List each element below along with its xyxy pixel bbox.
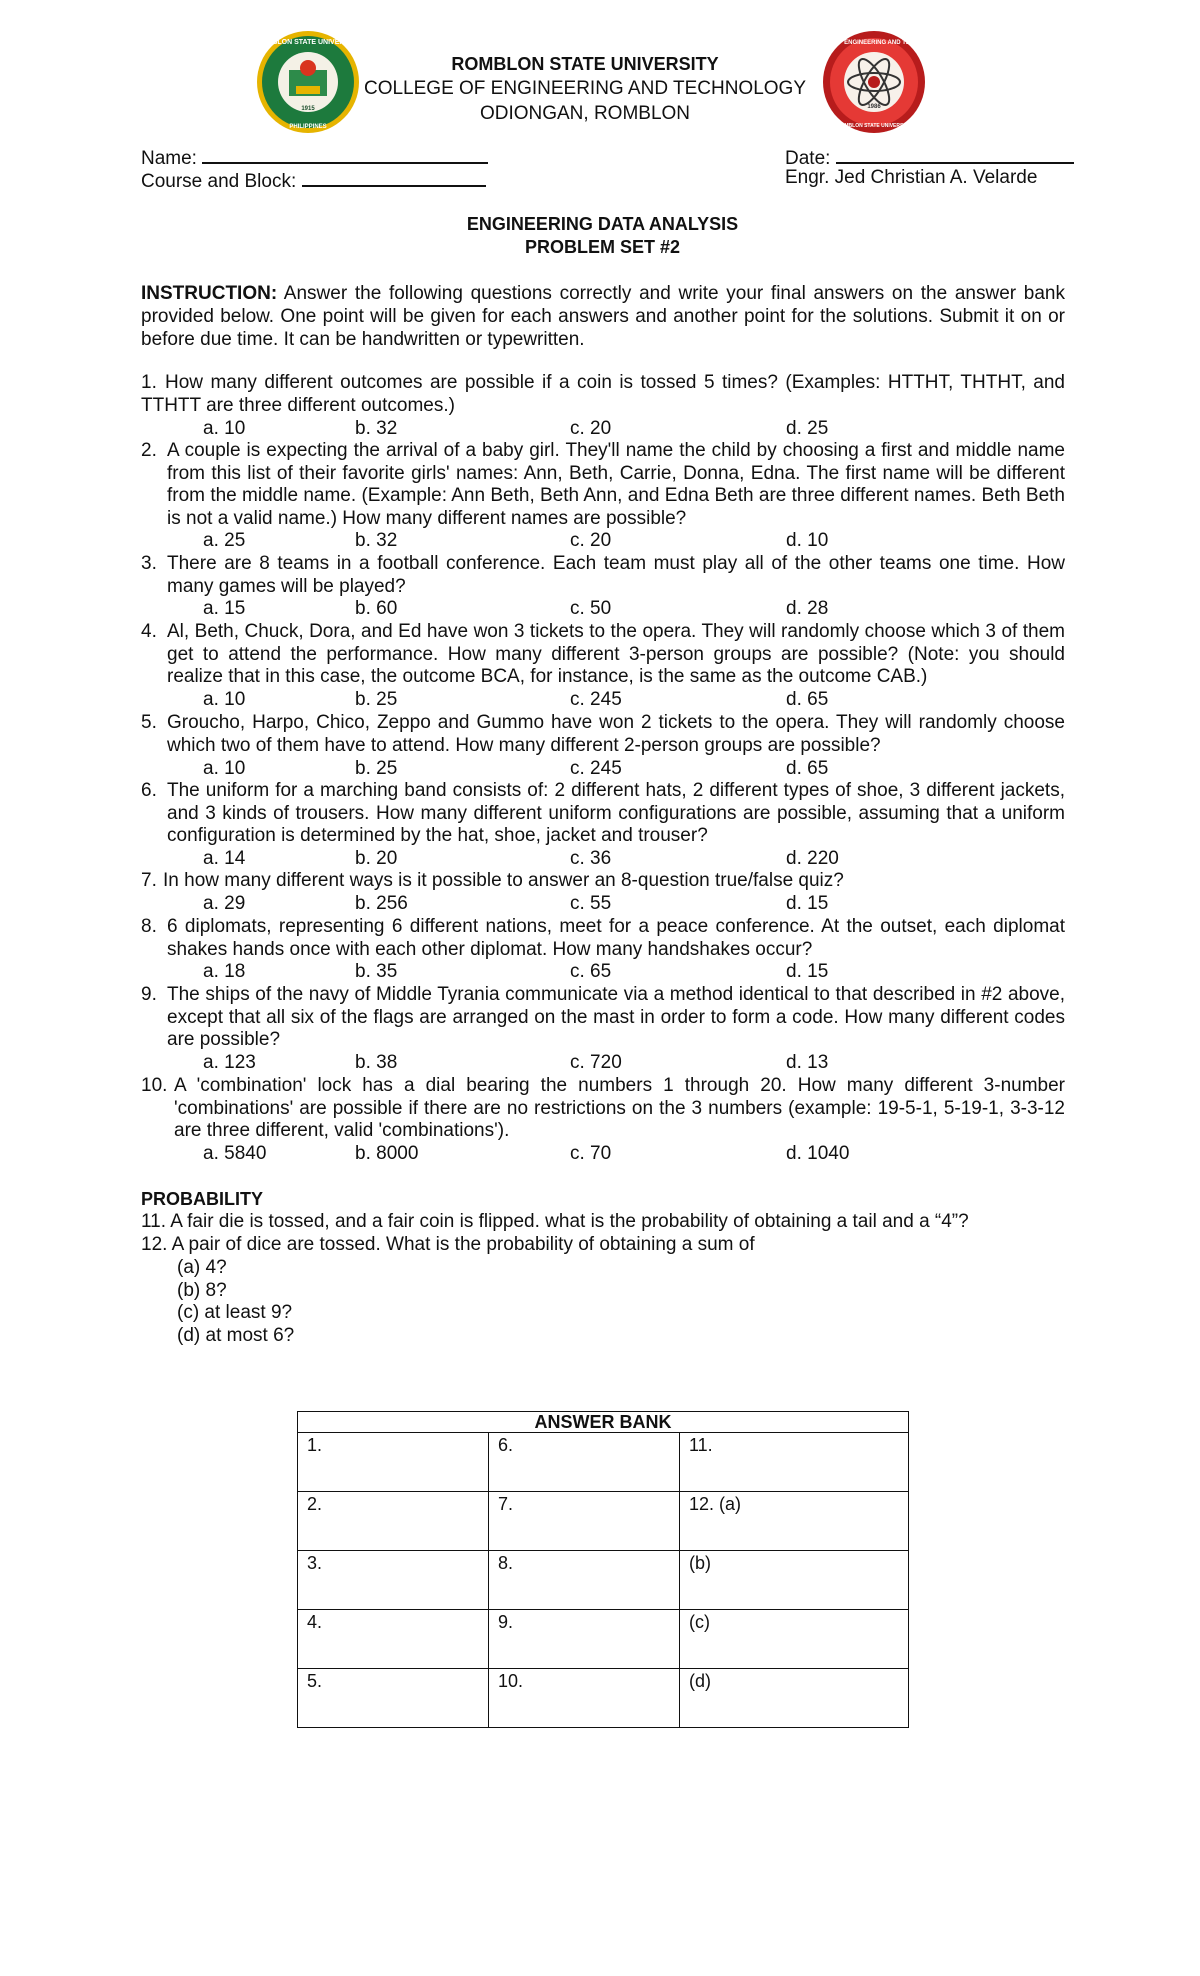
choice-c[interactable]: c. 245 (570, 758, 622, 779)
choice-d[interactable]: d. 1040 (786, 1143, 850, 1164)
choice-c[interactable]: c. 65 (570, 961, 612, 982)
choices-2 (141, 530, 1065, 553)
answer-cell[interactable]: (c) (680, 1610, 909, 1669)
question-number: 10. (141, 1075, 168, 1096)
answer-cell[interactable]: 2. (298, 1492, 489, 1551)
course-title: ENGINEERING DATA ANALYSIS (466, 214, 739, 234)
question-text: There are 8 teams in a football conference. Each team must play all of the other teams one time. How many games will be played? (167, 553, 1065, 597)
choices-10 (141, 1143, 1065, 1166)
table-row (298, 1551, 909, 1610)
question-11: 11. A fair die is tossed, and a fair coin is flipped. what is the probability of obtaining a tail and a “4”? (141, 1211, 969, 1232)
question-12-part-d: (d) at most 6? (177, 1325, 295, 1346)
choice-a[interactable]: a. 10 (203, 418, 246, 439)
question-text: Groucho, Harpo, Chico, Zeppo and Gummo have won 2 tickets to the opera. They will randomly choose which two of them have to attend. How many different 2-person groups are possible? (167, 712, 1065, 756)
date-blank[interactable] (836, 144, 1074, 164)
question-text: In how many different ways is it possible to answer an 8-question true/false quiz? (163, 870, 844, 891)
svg-text:ROMBLON STATE UNIVERSITY: ROMBLON STATE UNIVERSITY (836, 123, 912, 129)
college-seal-logo (803, 30, 945, 134)
choice-d[interactable]: d. 65 (786, 758, 829, 779)
choice-b[interactable]: b. 60 (355, 598, 398, 619)
table-row (298, 1669, 909, 1728)
answer-cell[interactable]: 6. (489, 1433, 680, 1492)
question-number: 6. (141, 780, 157, 801)
answer-cell[interactable]: (b) (680, 1551, 909, 1610)
question-text: A 'combination' lock has a dial bearing the numbers 1 through 20. How many different 3-number 'combinations' are possible if there are no restrictions on the 3 numbers (example: 19-5-1, 5-19-1, 3-3-12 are three different, valid 'combinations'). (174, 1075, 1065, 1141)
answer-cell[interactable]: 12. (a) (680, 1492, 909, 1551)
answer-cell[interactable]: 7. (489, 1492, 680, 1551)
choice-a[interactable]: a. 18 (203, 961, 246, 982)
table-row (298, 1433, 909, 1492)
choices-5 (141, 758, 1065, 781)
choices-8 (141, 961, 1065, 984)
choice-d[interactable]: d. 15 (786, 961, 829, 982)
choice-d[interactable]: d. 28 (786, 598, 829, 619)
svg-text:1986: 1986 (867, 104, 881, 110)
instruction-text: Answer the following questions correctly and write your final answers on the answer bank provided below. One point will be given for each answers and another point for the solutions. Submit it on or before due time. It can be handwritten or typewritten. (141, 283, 1065, 350)
choice-b[interactable]: b. 32 (355, 530, 398, 551)
answer-cell[interactable]: 4. (298, 1610, 489, 1669)
date-label: Date: (785, 148, 831, 169)
choices-6 (141, 848, 1065, 871)
choice-a[interactable]: a. 25 (203, 530, 246, 551)
choice-c[interactable]: c. 20 (570, 418, 612, 439)
question-10 (141, 1075, 1065, 1143)
svg-text:ROMBLON STATE UNIVERSITY: ROMBLON STATE UNIVERSITY (256, 39, 360, 46)
choice-c[interactable]: c. 20 (570, 530, 612, 551)
question-12: 12. A pair of dice are tossed. What is the probability of obtaining a sum of (141, 1234, 755, 1255)
choices-1 (141, 418, 1065, 441)
table-row (298, 1610, 909, 1669)
choices-4 (141, 689, 1065, 712)
name-label: Name: (141, 148, 197, 169)
choice-a[interactable]: a. 10 (203, 689, 246, 710)
choice-b[interactable]: b. 8000 (355, 1143, 419, 1164)
question-3 (141, 553, 1065, 598)
question-number: 9. (141, 984, 157, 1005)
choice-a[interactable]: a. 123 (203, 1052, 256, 1073)
choices-9 (141, 1052, 1065, 1075)
table-row (298, 1492, 909, 1551)
question-12-part-a: (a) 4? (177, 1257, 227, 1278)
question-text: A couple is expecting the arrival of a baby girl. They'll name the child by choosing a first and middle name from this list of their favorite girls' names: Ann, Beth, Carrie, Donna, Edna. The first name will be different from the middle name. (Example: Ann Beth, Beth Ann, and Edna Beth are three different names. Beth Beth is not a valid name.) How many different names are possible? (167, 440, 1065, 529)
instructor-name: Engr. Jed Christian A. Velarde (785, 167, 1038, 188)
choice-c[interactable]: c. 50 (570, 598, 612, 619)
question-number: 1. (141, 372, 157, 393)
question-number: 8. (141, 916, 157, 937)
choice-a[interactable]: a. 15 (203, 598, 246, 619)
college-name: COLLEGE OF ENGINEERING AND TECHNOLOGY (363, 78, 807, 99)
probability-heading: PROBABILITY (141, 1189, 264, 1209)
choice-b[interactable]: b. 38 (355, 1052, 398, 1073)
choice-c[interactable]: c. 36 (570, 848, 612, 869)
choice-a[interactable]: a. 14 (203, 848, 246, 869)
svg-text:1915: 1915 (301, 106, 315, 112)
answer-cell[interactable]: 11. (680, 1433, 909, 1492)
choice-a[interactable]: a. 29 (203, 893, 246, 914)
choice-d[interactable]: d. 25 (786, 418, 829, 439)
choice-c[interactable]: c. 245 (570, 689, 622, 710)
question-text: Al, Beth, Chuck, Dora, and Ed have won 3 tickets to the opera. They will randomly choose which 3 of them get to attend the performance. How many different 3-person groups are possible? (Note: you should realize that in this case, the outcome BCA, for instance, is the same as the outcome CAB.) (167, 621, 1065, 687)
name-blank[interactable] (202, 144, 488, 164)
choice-a[interactable]: a. 10 (203, 758, 246, 779)
question-12-part-c: (c) at least 9? (177, 1302, 293, 1323)
problem-set-title: PROBLEM SET #2 (524, 237, 681, 257)
question-number: 5. (141, 712, 157, 733)
instruction-paragraph (141, 282, 1065, 351)
question-number: 2. (141, 440, 157, 461)
question-12-part-b: (b) 8? (177, 1280, 227, 1301)
instruction-label: INSTRUCTION: (141, 283, 278, 304)
choice-d[interactable]: d. 15 (786, 893, 829, 914)
question-text: The ships of the navy of Middle Tyrania communicate via a method identical to that described in #2 above, except that all six of the flags are arranged on the mast in order to form a code. How many different codes are possible? (167, 984, 1065, 1050)
choice-b[interactable]: b. 32 (355, 418, 398, 439)
answer-cell[interactable]: 10. (489, 1669, 680, 1728)
choice-c[interactable]: c. 70 (570, 1143, 612, 1164)
choice-b[interactable]: b. 25 (355, 689, 398, 710)
answer-cell[interactable]: 1. (298, 1433, 489, 1492)
choices-3 (141, 598, 1065, 621)
answer-cell[interactable]: 3. (298, 1551, 489, 1610)
choice-d[interactable]: d. 65 (786, 689, 829, 710)
choice-d[interactable]: d. 13 (786, 1052, 829, 1073)
choice-b[interactable]: b. 35 (355, 961, 398, 982)
course-blank[interactable] (302, 167, 486, 187)
choice-b[interactable]: b. 256 (355, 893, 408, 914)
question-text: The uniform for a marching band consists of: 2 different hats, 2 different types of shoe, 3 different jackets, and 3 kinds of trousers. How many different uniform configurations are possible, assuming that a uniform configuration is determined by the hat, shoe, jacket and trouser? (167, 780, 1065, 846)
university-location: ODIONGAN, ROMBLON (479, 103, 691, 124)
question-2 (141, 440, 1065, 530)
choice-c[interactable]: c. 55 (570, 893, 612, 914)
course-field[interactable] (141, 167, 486, 193)
answer-bank-table (297, 1411, 909, 1728)
question-text: How many different outcomes are possible if a coin is tossed 5 times? (Examples: HTTHT, THTHT, and TTHTT are three different outcomes.) (141, 372, 1065, 416)
question-number: 7. (141, 870, 157, 891)
question-8 (141, 916, 1065, 961)
choice-a[interactable]: a. 5840 (203, 1143, 267, 1164)
question-4 (141, 621, 1065, 689)
choice-d[interactable]: d. 10 (786, 530, 829, 551)
svg-text:COLLEGE OF ENGINEERING AND TEC: COLLEGE OF ENGINEERING AND TECHNOLOGY (803, 40, 945, 46)
answer-cell[interactable]: 5. (298, 1669, 489, 1728)
choice-b[interactable]: b. 20 (355, 848, 398, 869)
svg-text:PHILIPPINES: PHILIPPINES (289, 124, 327, 130)
choices-7 (141, 893, 1065, 916)
question-1 (141, 372, 1065, 417)
answer-cell[interactable]: (d) (680, 1669, 909, 1728)
answer-bank-title: ANSWER BANK (298, 1412, 909, 1433)
question-number: 4. (141, 621, 157, 642)
question-text: 6 diplomats, representing 6 different nations, meet for a peace conference. At the outset, each diplomat shakes hands once with each other diplomat. How many handshakes occur? (167, 916, 1065, 960)
course-label: Course and Block: (141, 171, 297, 192)
university-name: ROMBLON STATE UNIVERSITY (451, 54, 719, 74)
answer-cell[interactable]: 8. (489, 1551, 680, 1610)
question-number: 3. (141, 553, 157, 574)
choice-d[interactable]: d. 220 (786, 848, 839, 869)
question-5 (141, 712, 1065, 757)
question-7 (141, 870, 1065, 893)
question-9 (141, 984, 1065, 1052)
choice-c[interactable]: c. 720 (570, 1052, 622, 1073)
answer-cell[interactable]: 9. (489, 1610, 680, 1669)
choice-b[interactable]: b. 25 (355, 758, 398, 779)
question-6 (141, 780, 1065, 848)
